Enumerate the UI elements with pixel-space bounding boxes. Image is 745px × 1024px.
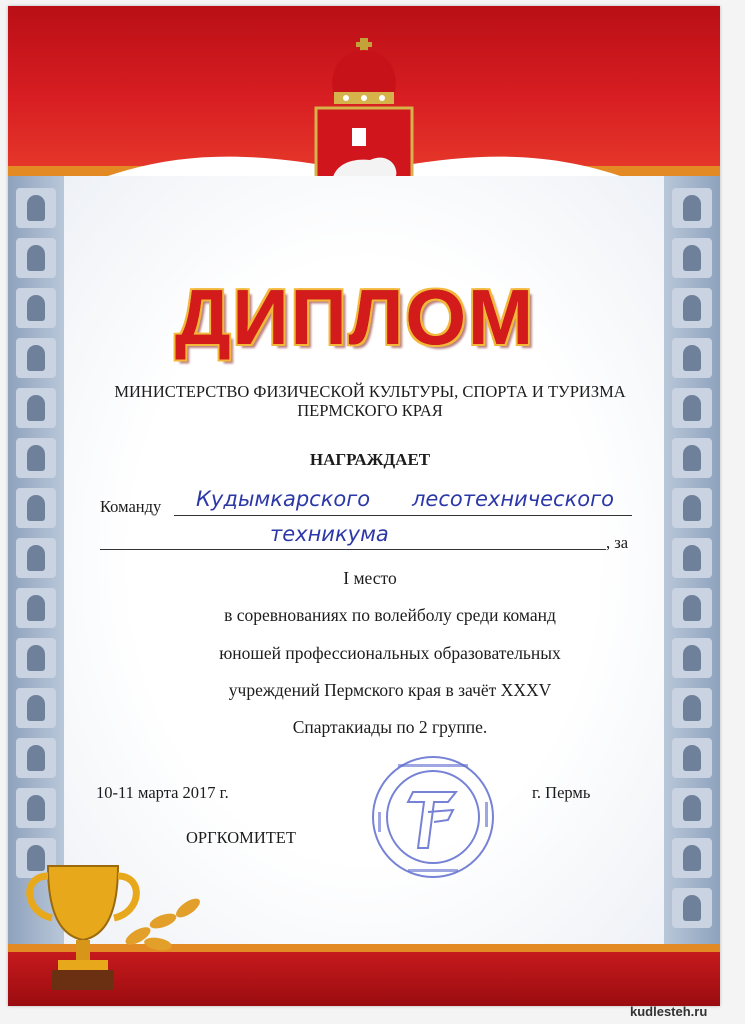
sport-icon — [16, 488, 56, 528]
sport-icon — [672, 188, 712, 228]
awards-heading: НАГРАЖДАЕТ — [309, 450, 431, 469]
sport-icon — [672, 788, 712, 828]
sport-icon — [672, 538, 712, 578]
sport-icon — [672, 838, 712, 878]
sport-icon — [672, 388, 712, 428]
for-label: , за — [606, 533, 629, 552]
team-name-handwritten-1: Кудымкарского — [196, 487, 371, 511]
crown-emblem — [326, 36, 402, 108]
description-line-1: в соревнованиях по волейболу среди команд — [224, 605, 556, 625]
description-line-2: юношей профессиональных образовательных — [219, 643, 561, 663]
sport-icon — [672, 238, 712, 278]
sport-icon — [16, 638, 56, 678]
sport-icon — [16, 438, 56, 478]
team-name-handwritten-3: техникума — [270, 522, 389, 546]
website-watermark: kudlesteh.ru — [630, 1004, 708, 1019]
description-line-3: учреждений Пермского края в зачёт XXXV — [228, 680, 552, 700]
place-text: I место — [343, 568, 397, 588]
sport-icon — [16, 688, 56, 728]
sport-icon — [672, 438, 712, 478]
sport-icon — [672, 738, 712, 778]
sport-icon — [16, 238, 56, 278]
team-name-handwritten-2: лесотехнического — [412, 487, 614, 511]
team-underline-2 — [100, 549, 606, 550]
team-label: Команду — [100, 497, 162, 516]
sport-icon — [16, 188, 56, 228]
sport-icon — [16, 338, 56, 378]
sport-icon — [16, 738, 56, 778]
diploma-title: ДИПЛОМ — [174, 273, 536, 361]
laurel-branch-bottom — [118, 886, 218, 956]
sport-icon — [672, 288, 712, 328]
official-stamp — [368, 752, 498, 882]
sport-icon — [16, 288, 56, 328]
sport-icon — [16, 388, 56, 428]
event-date: 10-11 марта 2017 г. — [96, 783, 229, 802]
sport-icon — [16, 538, 56, 578]
organizing-committee: ОРГКОМИТЕТ — [186, 828, 296, 847]
sport-icon — [672, 888, 712, 928]
sport-icon — [16, 588, 56, 628]
city: г. Пермь — [532, 783, 591, 802]
ministry-line-1: МИНИСТЕРСТВО ФИЗИЧЕСКОЙ КУЛЬТУРЫ, СПОРТА И ТУРИЗМА — [114, 382, 626, 401]
team-underline-1 — [174, 515, 632, 516]
sport-icon — [672, 338, 712, 378]
ministry-line-2: ПЕРМСКОГО КРАЯ — [297, 401, 443, 420]
description-line-4: Спартакиады по 2 группе. — [292, 717, 488, 737]
sport-icon — [672, 488, 712, 528]
sport-icon — [16, 788, 56, 828]
